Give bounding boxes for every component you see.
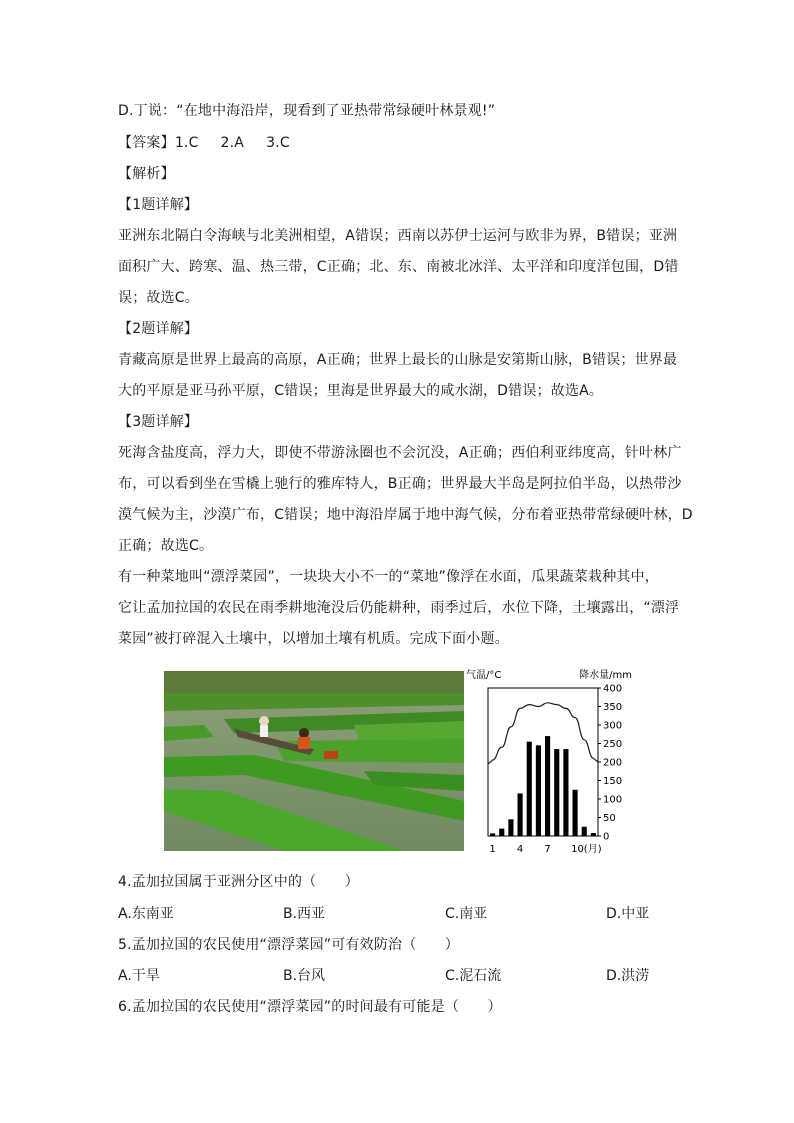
precipitation-bar xyxy=(545,736,550,836)
precipitation-bar xyxy=(573,790,578,836)
question-6-stem: 6.孟加拉国的农民使用“漂浮菜园”的时间最有可能是（ ） xyxy=(118,999,502,1015)
analysis-heading: 【解析】 xyxy=(118,166,175,182)
q1-explain-line-1: 亚洲东北隔白令海峡与北美洲相望，A错误；西南以苏伊士运河与欧非为界，B错误；亚洲 xyxy=(118,228,678,244)
chart-left-axis-label: 气温/°C xyxy=(466,670,502,681)
q3-explain-line-2: 布，可以看到坐在雪橇上驰行的雅库特人，B正确；世界最大半岛是阿拉伯半岛，以热带沙 xyxy=(118,476,682,492)
chart-right-tick-label: 150 xyxy=(603,776,623,787)
precipitation-bar xyxy=(490,833,495,836)
q3-explain-heading: 【3题详解】 xyxy=(118,414,199,430)
chart-right-tick-label: 0 xyxy=(603,831,610,843)
chart-x-tick-label: 1 xyxy=(489,844,496,855)
q3-explain-line-3: 漠气候为主，沙漠广布，C错误；地中海沿岸属于地中海气候，分布着亚热带常绿硬叶林，D xyxy=(118,507,693,523)
precipitation-bar xyxy=(536,745,541,836)
question-5-stem: 5.孟加拉国的农民使用“漂浮菜园”可有效防治（ ） xyxy=(118,937,460,953)
question-4-option-a[interactable]: A.东南亚 xyxy=(118,906,174,922)
precipitation-bar xyxy=(518,793,523,836)
temperature-curve xyxy=(488,703,598,764)
answer-item-3: 3.C xyxy=(266,135,290,151)
question-4-option-c[interactable]: C.南亚 xyxy=(445,906,488,922)
material-line-2: 它让孟加拉国的农民在雨季耕地淹没后仍能耕种，雨季过后，水位下降，土壤露出，“漂浮 xyxy=(118,600,680,616)
material-line-3: 菜园”被打碎混入土壤中，以增加土壤有机质。完成下面小题。 xyxy=(118,631,509,647)
question-5-option-d[interactable]: D.洪涝 xyxy=(606,968,650,984)
q1-explain-line-2: 面积广大、跨寒、温、热三带，C正确；北、东、南被北冰洋、太平洋和印度洋包围，D错 xyxy=(118,259,679,275)
chart-right-tick-label: 300 xyxy=(603,720,623,732)
chart-right-tick-label: 200 xyxy=(603,757,623,769)
precipitation-bar xyxy=(582,827,587,836)
q1-explain-line-3: 误；故选C。 xyxy=(118,290,199,306)
chart-right-tick-label: 400 xyxy=(603,683,623,695)
chart-x-tick-label: 7 xyxy=(544,844,551,855)
q3-explain-line-4: 正确；故选C。 xyxy=(118,538,214,554)
answer-item-1: 1.C xyxy=(174,135,199,151)
precipitation-bar xyxy=(527,742,532,836)
option-d-text: D.丁说：“在地中海沿岸，现看到了亚热带常绿硬叶林景观!” xyxy=(118,103,496,119)
question-4-option-d[interactable]: D.中亚 xyxy=(606,906,650,922)
question-5-option-c[interactable]: C.泥石流 xyxy=(445,968,502,984)
chart-right-tick-label: 50 xyxy=(603,813,616,824)
precipitation-bar xyxy=(554,749,559,836)
precipitation-bar xyxy=(563,749,568,836)
climate-chart xyxy=(466,666,632,860)
chart-right-axis-label: 降水量/mm xyxy=(579,670,632,681)
chart-right-tick-label: 250 xyxy=(603,739,623,750)
chart-plot-frame xyxy=(488,688,598,836)
chart-x-tick-label: 10(月) xyxy=(571,844,602,855)
q2-explain-heading: 【2题详解】 xyxy=(118,321,199,337)
precipitation-bar xyxy=(499,829,504,836)
question-5-option-b[interactable]: B.台风 xyxy=(283,968,326,984)
q2-explain-line-1: 青藏高原是世界上最高的高原，A正确；世界上最长的山脉是安第斯山脉，B错误；世界最 xyxy=(118,352,678,368)
floating-garden-photo xyxy=(164,671,464,851)
chart-right-tick-label: 100 xyxy=(603,794,623,806)
material-line-1: 有一种菜地叫“漂浮菜园”，一块块大小不一的“菜地”像浮在水面，瓜果蔬菜栽种其中， xyxy=(118,569,660,585)
precipitation-bar xyxy=(508,819,513,836)
answer-line xyxy=(118,133,312,153)
question-4-stem: 4.孟加拉国属于亚洲分区中的（ ） xyxy=(118,874,359,890)
chart-x-tick-label: 4 xyxy=(516,844,524,855)
answer-label: 【答案】 xyxy=(118,135,175,151)
precipitation-bar xyxy=(591,833,596,836)
q3-explain-line-1: 死海含盐度高，浮力大，即使不带游泳圈也不会沉没，A正确；西伯利亚纬度高，针叶林广 xyxy=(118,445,682,461)
answer-item-2: 2.A xyxy=(220,135,245,151)
q2-explain-line-2: 大的平原是亚马孙平原，C错误；里海是世界最大的咸水湖，D错误；故选A。 xyxy=(118,383,604,399)
question-4-option-b[interactable]: B.西亚 xyxy=(283,906,326,922)
chart-right-tick-label: 350 xyxy=(603,702,623,713)
question-5-option-a[interactable]: A.干旱 xyxy=(118,968,160,984)
q1-explain-heading: 【1题详解】 xyxy=(118,197,199,213)
